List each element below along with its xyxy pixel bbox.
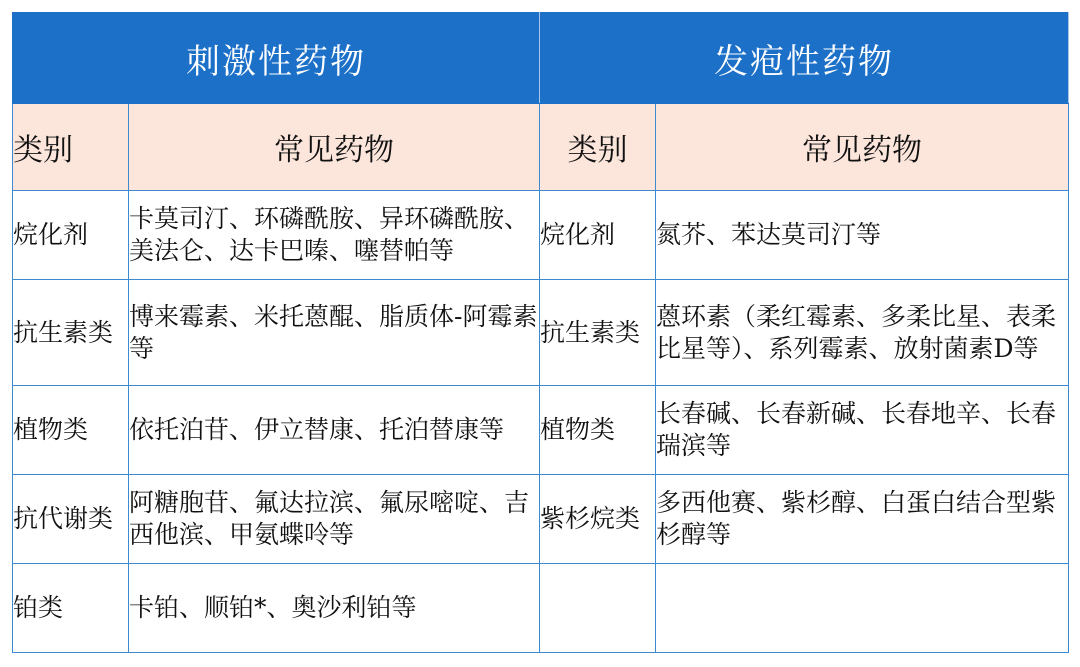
irritant-category-cell: 抗生素类 bbox=[13, 280, 129, 386]
column-header-row bbox=[13, 104, 1069, 191]
vesicant-category-cell: 抗生素类 bbox=[540, 280, 656, 386]
irritant-category-cell: 烷化剂 bbox=[13, 191, 129, 280]
vesicant-category-cell: 烷化剂 bbox=[540, 191, 656, 280]
irritant-medications-cell: 依托泊苷、伊立替康、托泊替康等 bbox=[129, 386, 540, 475]
irritant-category-header: 类别 bbox=[13, 104, 129, 191]
irritant-category-cell: 抗代谢类 bbox=[13, 475, 129, 564]
vesicant-medications-cell: 蒽环素（柔红霉素、多柔比星、表柔比星等）、系列霉素、放射菌素D等 bbox=[656, 280, 1069, 386]
vesicant-category-cell: 紫杉烷类 bbox=[540, 475, 656, 564]
irritant-category-cell: 植物类 bbox=[13, 386, 129, 475]
vesicant-category-cell: 植物类 bbox=[540, 386, 656, 475]
irritant-category-cell: 铂类 bbox=[13, 564, 129, 653]
vesicant-category-header: 类别 bbox=[540, 104, 656, 191]
irritant-medications-cell: 卡莫司汀、环磷酰胺、异环磷酰胺、美法仑、达卡巴嗪、噻替帕等 bbox=[129, 191, 540, 280]
irritant-medications-cell: 卡铂、顺铂*、奥沙利铂等 bbox=[129, 564, 540, 653]
vesicant-medications-header: 常见药物 bbox=[656, 104, 1069, 191]
drug-classification-table bbox=[12, 12, 1069, 653]
vesicant-category-cell bbox=[540, 564, 656, 653]
table-row bbox=[13, 191, 1069, 280]
irritant-medications-header: 常见药物 bbox=[129, 104, 540, 191]
vesicant-medications-cell: 多西他赛、紫杉醇、白蛋白结合型紫杉醇等 bbox=[656, 475, 1069, 564]
irritant-medications-cell: 阿糖胞苷、氟达拉滨、氟尿嘧啶、吉西他滨、甲氨蝶呤等 bbox=[129, 475, 540, 564]
group-header-row bbox=[13, 13, 1069, 104]
irritant-group-header: 刺激性药物 bbox=[13, 13, 540, 104]
vesicant-medications-cell: 氮芥、苯达莫司汀等 bbox=[656, 191, 1069, 280]
table-row bbox=[13, 475, 1069, 564]
table-row bbox=[13, 386, 1069, 475]
table-row bbox=[13, 564, 1069, 653]
vesicant-group-header: 发疱性药物 bbox=[540, 13, 1069, 104]
irritant-medications-cell: 博来霉素、米托蒽醌、脂质体-阿霉素等 bbox=[129, 280, 540, 386]
vesicant-medications-cell: 长春碱、长春新碱、长春地辛、长春瑞滨等 bbox=[656, 386, 1069, 475]
vesicant-medications-cell bbox=[656, 564, 1069, 653]
table-row bbox=[13, 280, 1069, 386]
